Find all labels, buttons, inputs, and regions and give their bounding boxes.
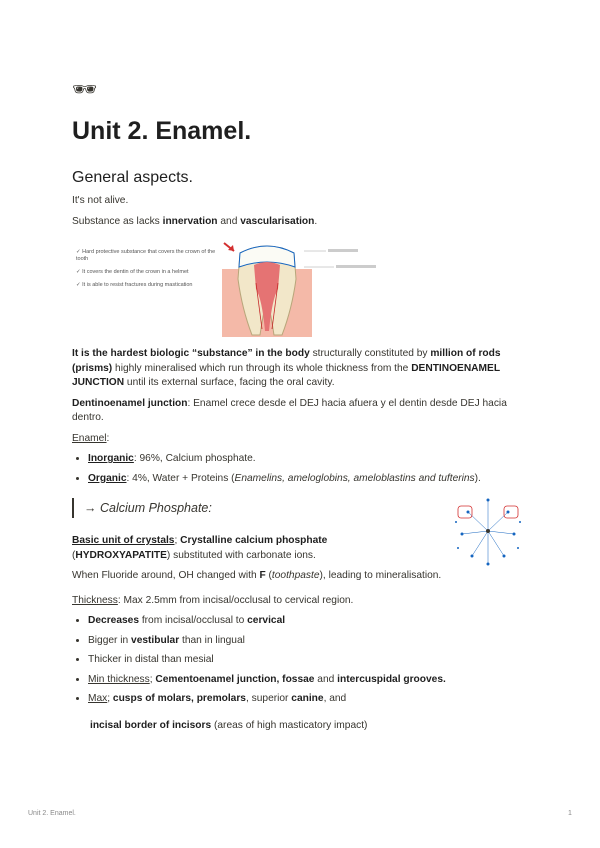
dej-text: Dentinoenamel junction: Enamel crece desde el DEJ hacia afuera y el dentin desde DEJ hacia dentro. xyxy=(72,397,507,423)
hardest-substance-text: It is the hardest biologic “substance” in the body structurally constituted by million of rods (prisms) highly mineralised which run through its whole thickness from the DENTINOENAMEL JUNCTION until its external surface, facing the oral cavity. xyxy=(72,348,501,388)
general-aspects-heading: General aspects. xyxy=(72,169,193,186)
page-title: Unit 2. Enamel. xyxy=(72,117,252,145)
figure-item: ✓ It covers the dentin of the crown in a helmet xyxy=(76,269,189,275)
enamel-composition-list xyxy=(72,452,532,486)
tooth-figure xyxy=(72,239,532,337)
list-item: • Max; cusps of molars, premolars, superior canine, and xyxy=(88,692,532,707)
list-item: • Organic: 4%, Water + Proteins (Enamelins, ameloglobins, ameloblastins and tufterins). xyxy=(88,472,532,487)
substance-text: Substance as lacks innervation and vascularisation. xyxy=(72,215,318,227)
figure-item: ✓ It is able to resist fractures during mastication xyxy=(76,282,193,288)
max-thickness-continuation: incisal border of incisors (areas of high masticatory impact) xyxy=(90,719,368,731)
tooth-diagram xyxy=(222,239,312,337)
figure-list xyxy=(76,249,216,295)
page-number: 1 xyxy=(568,810,572,817)
footer-title: Unit 2. Enamel. xyxy=(28,810,76,817)
hydroxyapatite-molecule-diagram xyxy=(448,492,528,570)
crystals-text: Basic unit of crystals; Crystalline calcium phosphate (HYDROXYAPATITE) substituted with carbonate ions. xyxy=(72,535,328,561)
not-alive-text: It's not alive. xyxy=(72,195,129,206)
thickness-list xyxy=(72,614,532,707)
list-item: • Min thickness; Cementoenamel junction, fossae and intercuspidal grooves. xyxy=(88,673,532,688)
calcium-phosphate-callout: → Calcium Phosphate: xyxy=(72,498,532,518)
tooth-label-lines xyxy=(304,249,384,309)
list-item: • Thicker in distal than mesial xyxy=(88,653,532,668)
thickness-text: Thickness: Max 2.5mm from incisal/occlusal to cervical region. xyxy=(72,594,354,606)
page-content xyxy=(72,78,532,733)
list-item: • Decreases from incisal/occlusal to cervical xyxy=(88,614,532,629)
fluoride-text: When Fluoride around, OH changed with F (toothpaste), leading to mineralisation. xyxy=(72,570,442,581)
enamel-label: Enamel: xyxy=(72,432,110,444)
figure-item: ✓ Hard protective substance that covers the crown of the tooth xyxy=(76,249,216,262)
sunglasses-icon: 🕶 xyxy=(72,79,98,101)
list-item: • Inorganic: 96%, Calcium phosphate. xyxy=(88,452,532,467)
crystals-section xyxy=(72,534,532,584)
list-item: • Bigger in vestibular than in lingual xyxy=(88,634,532,649)
